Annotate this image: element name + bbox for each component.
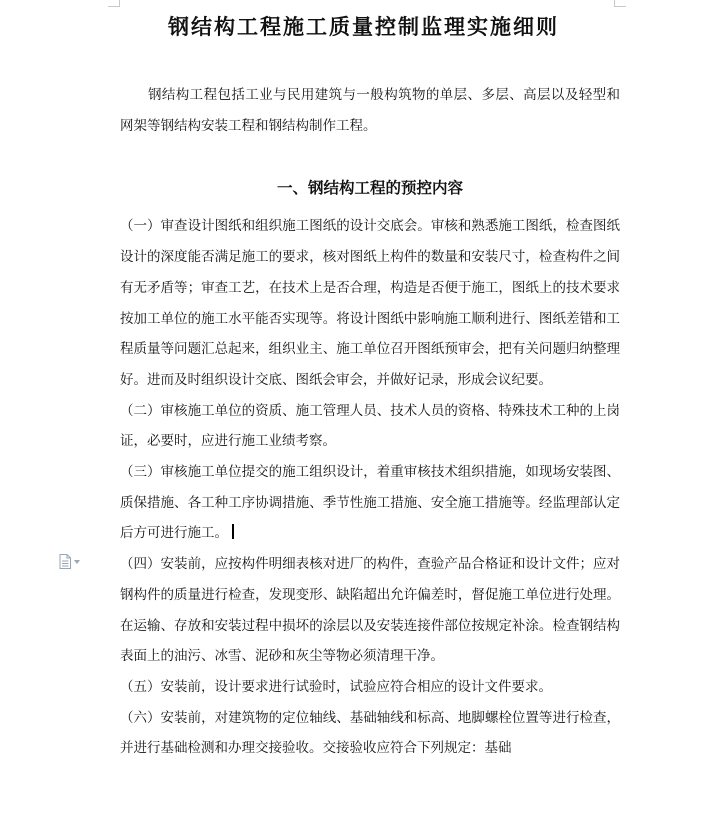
section-heading: 一、钢结构工程的预控内容 [276,178,463,198]
paragraph-layout-tool[interactable] [59,554,80,569]
crop-mark-top-left-h [108,6,120,7]
intro-paragraph: 钢结构工程包括工业与民用建筑与一般构筑物的单层、多层、高层以及轻型和网架等钢结构安装工程和钢结构制作工程。 [120,87,620,134]
paragraph-item-2: （二）审核施工单位的资质、施工管理人员、技术人员的资格、特殊技术工种的上岗证，必要时，应进行施工业绩考察。 [120,402,620,450]
paragraph-item-6: （六）安装前，对建筑物的定位轴线、基础轴线和标高、地脚螺栓位置等进行检查，并进行基础检测和办理交接验收。交接验收应符合下列规定：基础 [120,709,620,757]
paragraph-item-4: （四）安装前，应按构件明细表核对进厂的构件，查验产品合格证和设计文件；应对钢构件的质量进行检查，发现变形、缺陷超出允许偏差时，督促施工单位进行处理。在运输、存放和安装过程中损坏的涂层以及安装连接件部位按规定补涂。检查钢结构表面上的油污、冰雪、泥砂和灰尘等物必须清理干净。 [120,556,620,665]
text-cursor [232,524,234,539]
caret-down-icon[interactable] [74,560,80,564]
document-icon[interactable] [59,554,71,569]
paragraph-item-3 [120,457,620,549]
paragraph-item-1: （一）审查设计图纸和组织施工图纸的设计交底会。审核和熟悉施工图纸，检查图纸设计的深度能否满足施工的要求，核对图纸上构件的数量和安装尺寸，检查构件之间有无矛盾等；审查工艺，在技术上是否合理，构造是否便于施工，图纸上的技术要求按加工单位的施工水平能否实现等。将设计图纸中影响施工顺利进行、图纸差错和工程质量等问题汇总起来，组织业主、施工单位召开图纸预审会，把有关问题归纳整理好。进而及时组织设计交底、图纸会审会，并做好记录，形成会议纪要。 [120,218,620,388]
paragraph-item-3-text: （三）审核施工单位提交的施工组织设计，着重审核技术组织措施，如现场安装图、质保措施、各工种工序协调措施、季节性施工措施、安全施工措施等。经监理部认定后方可进行施工。 [120,464,620,542]
paragraph-item-5: （五）安装前，设计要求进行试验时，试验应符合相应的设计文件要求。 [120,678,552,695]
document-body[interactable] [120,80,620,764]
crop-mark-top-right-h [614,6,626,7]
document-title: 钢结构工程施工质量控制监理实施细则 [168,14,559,39]
